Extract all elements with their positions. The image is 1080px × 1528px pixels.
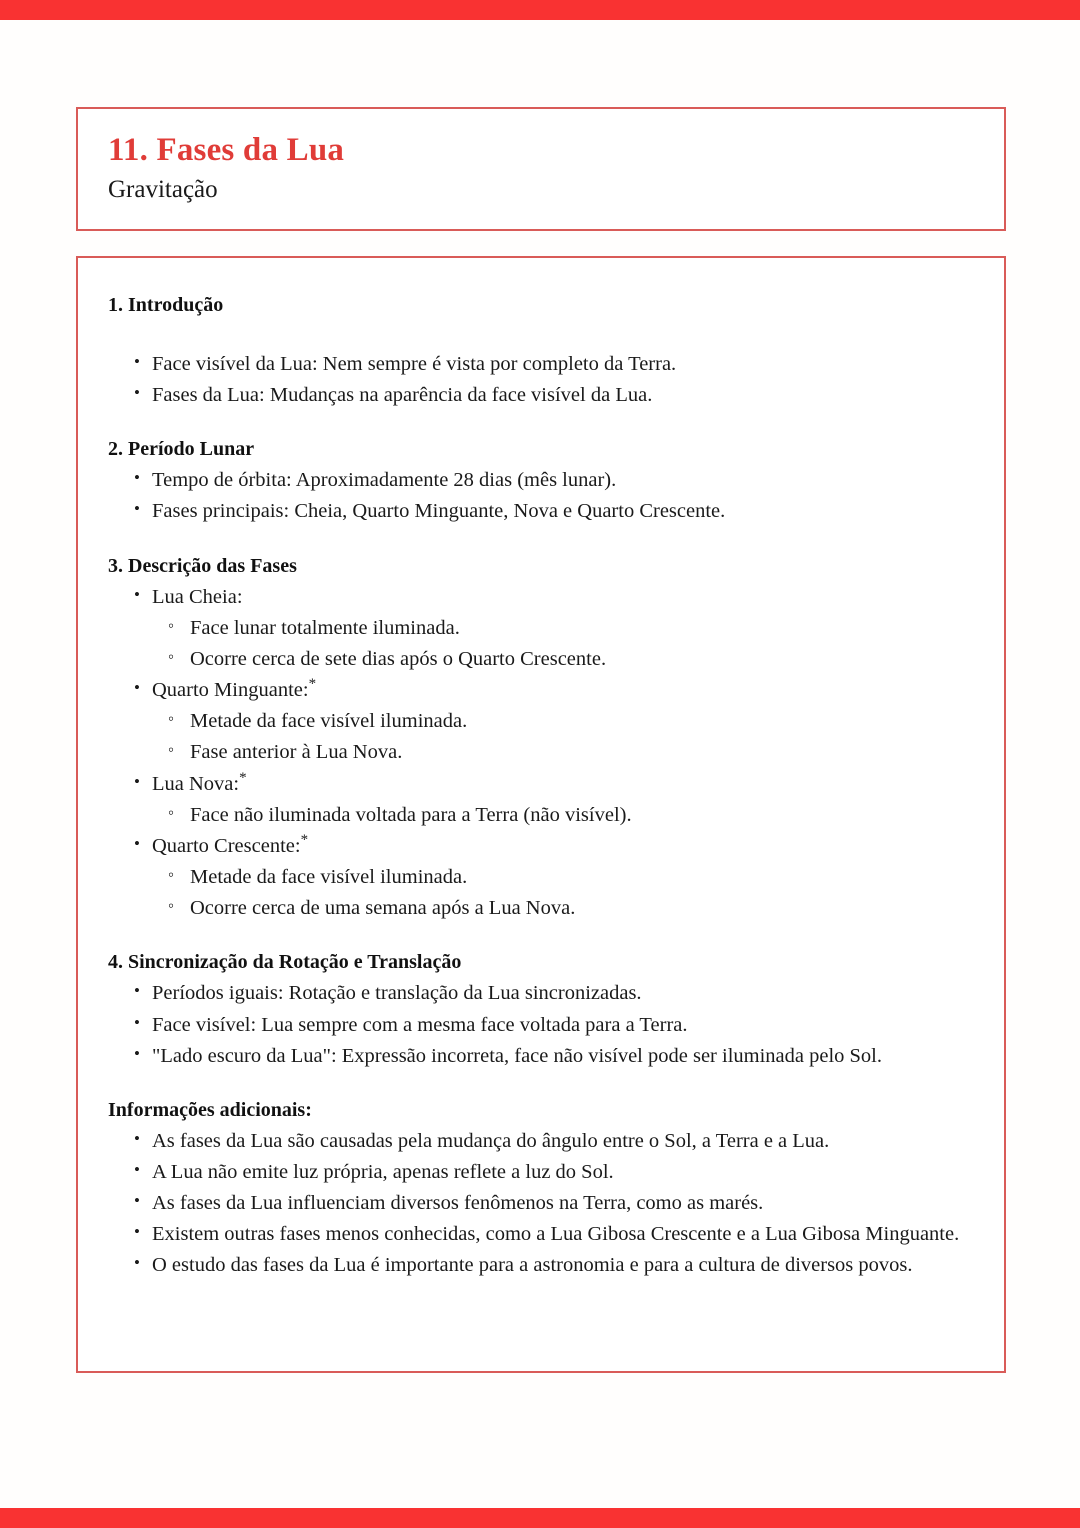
- top-accent-bar: [0, 0, 1080, 20]
- phase-label: [152, 676, 317, 702]
- sub-list-item: ◦ Face não iluminada voltada para a Terra (não visível).: [152, 800, 974, 831]
- section-bullet-list: [108, 465, 974, 527]
- section-heading: 2. Período Lunar: [108, 438, 255, 461]
- list-item-text: • Fases principais: Cheia, Quarto Minguante, Nova e Quarto Crescente.: [152, 500, 725, 522]
- list-item: [108, 1188, 974, 1219]
- list-item: [108, 1010, 974, 1041]
- section-descricao-das-fases: [108, 553, 974, 925]
- phase-label: [152, 769, 247, 795]
- list-item: [108, 1041, 974, 1072]
- list-item-text: • Existem outras fases menos conhecidas, como a Lua Gibosa Crescente e a Lua Gibosa Minguante.: [152, 1223, 959, 1245]
- section-introducao: [108, 292, 974, 411]
- section-sincronizacao: [108, 949, 974, 1071]
- section-bullet-list: [108, 349, 974, 411]
- phase-sub-list: [152, 862, 974, 924]
- list-item-text: • Tempo de órbita: Aproximadamente 28 dias (mês lunar).: [152, 469, 616, 491]
- sub-list-item: ◦ Fase anterior à Lua Nova.: [152, 737, 974, 768]
- list-item: [108, 465, 974, 496]
- list-item: [108, 1157, 974, 1188]
- section-bullet-list: [108, 978, 974, 1071]
- title-card: [76, 107, 1006, 231]
- list-item-text: • As fases da Lua influenciam diversos fenômenos na Terra, como as marés.: [152, 1192, 763, 1214]
- section-heading: 4. Sincronização da Rotação e Translação: [108, 951, 462, 974]
- section-informacoes-adicionais: [108, 1097, 974, 1282]
- footnote-marker: *: [308, 676, 317, 693]
- phase-sub-list: [152, 800, 974, 831]
- page-subtitle: Gravitação: [108, 176, 218, 204]
- phase-sub-list: [152, 706, 974, 768]
- list-item: [108, 675, 974, 768]
- footnote-marker: *: [300, 832, 309, 849]
- list-item: [108, 1126, 974, 1157]
- content-card: [76, 256, 1006, 1373]
- list-item: [108, 496, 974, 527]
- list-item-text: • Períodos iguais: Rotação e translação da Lua sincronizadas.: [152, 982, 642, 1004]
- list-item-text: • "Lado escuro da Lua": Expressão incorreta, face não visível pode ser iluminada pelo Sol.: [152, 1045, 882, 1067]
- page-title: 11. Fases da Lua: [108, 132, 345, 168]
- section-heading: Informações adicionais:: [108, 1098, 312, 1121]
- footnote-marker: *: [239, 769, 247, 786]
- list-item-text: • A Lua não emite luz própria, apenas reflete a luz do Sol.: [152, 1161, 614, 1183]
- sub-list-item: ◦ Ocorre cerca de uma semana após a Lua Nova.: [152, 893, 974, 924]
- list-item-text: • Fases da Lua: Mudanças na aparência da face visível da Lua.: [152, 384, 652, 406]
- phase-label: [152, 832, 309, 857]
- sub-list-item: ◦ Metade da face visível iluminada.: [152, 862, 974, 893]
- sub-list-item: ◦ Ocorre cerca de sete dias após o Quarto Crescente.: [152, 644, 974, 675]
- section-bullet-list: [108, 1126, 974, 1282]
- sub-list-item: ◦ Metade da face visível iluminada.: [152, 706, 974, 737]
- list-item: [108, 582, 974, 675]
- list-item: [108, 1219, 974, 1250]
- phase-label: [152, 586, 243, 608]
- section-heading: 1. Introdução: [108, 294, 224, 316]
- phase-list: [108, 582, 974, 925]
- phase-sub-list: [152, 613, 974, 675]
- list-item-text: • Face visível: Lua sempre com a mesma face voltada para a Terra.: [152, 1014, 688, 1036]
- list-item-text: • As fases da Lua são causadas pela mudança do ângulo entre o Sol, a Terra e a Lua.: [152, 1130, 829, 1152]
- list-item-text: • Face visível da Lua: Nem sempre é vista por completo da Terra.: [152, 353, 676, 375]
- list-item: [108, 769, 974, 831]
- phase-label-text: Lua Nova:: [152, 772, 240, 795]
- list-item: [108, 349, 974, 380]
- section-periodo-lunar: [108, 436, 974, 527]
- bottom-accent-bar: [0, 1508, 1080, 1528]
- phase-label-text: Quarto Crescente:: [152, 834, 301, 857]
- sub-list-item: ◦ Face lunar totalmente iluminada.: [152, 613, 974, 644]
- list-item-text: • O estudo das fases da Lua é importante para a astronomia e para a cultura de diversos povos.: [152, 1254, 913, 1276]
- phase-label-text: Quarto Minguante:: [152, 679, 309, 702]
- section-heading: 3. Descrição das Fases: [108, 554, 297, 577]
- list-item: [108, 1250, 974, 1281]
- list-item: [108, 380, 974, 411]
- list-item: [108, 978, 974, 1009]
- list-item: [108, 831, 974, 924]
- phase-label-text: Lua Cheia:: [152, 585, 243, 608]
